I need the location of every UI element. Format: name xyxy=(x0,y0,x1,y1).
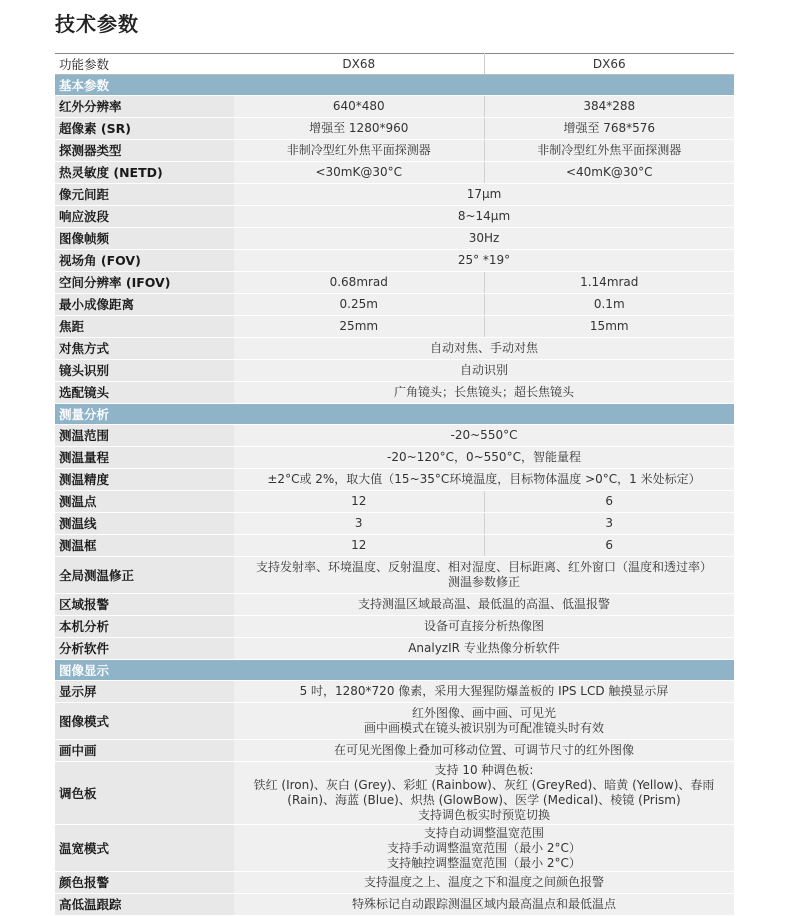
row-value: ±2°C或 2%，取大值（15~35°C环境温度，目标物体温度 >0°C，1 米处标定） xyxy=(234,469,734,491)
row-label: 选配镜头 xyxy=(55,382,234,404)
row-value: 25° *19° xyxy=(234,250,734,272)
row-value-dx68: 增强至 1280*960 xyxy=(234,118,484,140)
row-label: 红外分辨率 xyxy=(55,96,234,118)
row-label: 响应波段 xyxy=(55,206,234,228)
table-row xyxy=(55,425,734,447)
table-row xyxy=(55,638,734,660)
row-value: 特殊标记自动跟踪测温区域内最高温点和最低温点 xyxy=(234,894,734,916)
row-value-line: 红外图像、画中画、可见光 xyxy=(411,706,556,720)
row-label: 像元间距 xyxy=(55,184,234,206)
row-label: 本机分析 xyxy=(55,616,234,638)
spec-table xyxy=(55,53,734,916)
row-value-line: 支持手动调整温宽范围（最小 2°C） xyxy=(387,840,581,855)
table-header-row xyxy=(55,54,734,75)
row-value-dx68: 0.25m xyxy=(234,294,484,316)
section-basic xyxy=(55,75,734,96)
table-row xyxy=(55,491,734,513)
row-label: 镜头识别 xyxy=(55,360,234,382)
row-label: 图像帧频 xyxy=(55,228,234,250)
table-row xyxy=(55,594,734,616)
table-row xyxy=(55,228,734,250)
row-label: 对焦方式 xyxy=(55,338,234,360)
row-value xyxy=(234,762,734,825)
row-label: 测温量程 xyxy=(55,447,234,469)
table-row xyxy=(55,140,734,162)
table-row xyxy=(55,703,734,740)
table-row xyxy=(55,360,734,382)
row-label: 全局测温修正 xyxy=(55,557,234,594)
row-value-dx68: <30mK@30°C xyxy=(234,162,484,184)
row-label: 探测器类型 xyxy=(55,140,234,162)
table-row xyxy=(55,894,734,916)
table-row xyxy=(55,162,734,184)
table-row xyxy=(55,184,734,206)
table-row xyxy=(55,762,734,825)
row-value: 17μm xyxy=(234,184,734,206)
table-row xyxy=(55,616,734,638)
row-value-dx68: 25mm xyxy=(234,316,484,338)
table-row xyxy=(55,825,734,872)
row-value-dx66: 15mm xyxy=(484,316,734,338)
row-label: 温宽模式 xyxy=(55,825,234,872)
row-label: 分析软件 xyxy=(55,638,234,660)
row-value-dx66: 0.1m xyxy=(484,294,734,316)
row-value: AnalyzIR 专业热像分析软件 xyxy=(234,638,734,660)
row-value-line: (Rain)、海蓝 (Blue)、炽热 (GlowBow)、医学 (Medical)、棱镜 (Prism) xyxy=(287,793,681,807)
row-value-line: 支持调色板实时预览切换 xyxy=(417,808,550,822)
row-value xyxy=(234,557,734,594)
row-value: 30Hz xyxy=(234,228,734,250)
row-label: 高低温跟踪 xyxy=(55,894,234,916)
row-label: 测温点 xyxy=(55,491,234,513)
row-value: 5 吋，1280*720 像素，采用大猩猩防爆盖板的 IPS LCD 触摸显示屏 xyxy=(234,681,734,703)
row-value: 设备可直接分析热像图 xyxy=(234,616,734,638)
table-row xyxy=(55,681,734,703)
row-value xyxy=(234,825,734,872)
table-row xyxy=(55,447,734,469)
table-row xyxy=(55,513,734,535)
row-value: -20~120°C，0~550°C，智能量程 xyxy=(234,447,734,469)
row-label: 显示屏 xyxy=(55,681,234,703)
row-value-line: 支持触控调整温宽范围（最小 2°C） xyxy=(387,855,581,870)
section-display xyxy=(55,660,734,681)
row-label: 最小成像距离 xyxy=(55,294,234,316)
table-row xyxy=(55,740,734,762)
row-value-dx66: 非制冷型红外焦平面探测器 xyxy=(484,140,734,162)
row-value-dx68: 12 xyxy=(234,491,484,513)
row-label: 测温线 xyxy=(55,513,234,535)
row-value-dx68: 3 xyxy=(234,513,484,535)
row-value-line: 支持自动调整温宽范围 xyxy=(423,825,544,840)
row-value-dx68: 640*480 xyxy=(234,96,484,118)
table-row xyxy=(55,338,734,360)
row-value-dx66: 3 xyxy=(484,513,734,535)
row-value-dx66: 384*288 xyxy=(484,96,734,118)
row-value-dx66: 1.14mrad xyxy=(484,272,734,294)
row-value-dx66: <40mK@30°C xyxy=(484,162,734,184)
page-title: 技术参数 xyxy=(55,12,139,36)
table-row xyxy=(55,250,734,272)
row-value-line: 支持发射率、环境温度、反射温度、相对湿度、目标距离、红外窗口（温度和透过率） xyxy=(255,560,712,574)
row-value: 在可见光图像上叠加可移动位置、可调节尺寸的红外图像 xyxy=(234,740,734,762)
header-model-dx66: DX66 xyxy=(484,54,734,75)
row-label: 测温框 xyxy=(55,535,234,557)
row-label: 热灵敏度 (NETD) xyxy=(55,162,234,184)
row-value-dx66: 6 xyxy=(484,491,734,513)
row-label: 颜色报警 xyxy=(55,872,234,894)
row-label: 空间分辨率 (IFOV) xyxy=(55,272,234,294)
section-measure xyxy=(55,404,734,425)
row-value xyxy=(234,703,734,740)
table-row xyxy=(55,294,734,316)
row-value: 自动识别 xyxy=(234,360,734,382)
row-value-line: 画中画模式在镜头被识别为可配准镜头时有效 xyxy=(363,721,604,735)
row-value: 支持温度之上、温度之下和温度之间颜色报警 xyxy=(234,872,734,894)
table-row xyxy=(55,382,734,404)
row-value: 8~14μm xyxy=(234,206,734,228)
table-row xyxy=(55,272,734,294)
row-value-line: 测温参数修正 xyxy=(447,575,520,589)
row-value-dx68: 非制冷型红外焦平面探测器 xyxy=(234,140,484,162)
table-row xyxy=(55,206,734,228)
row-label: 测温范围 xyxy=(55,425,234,447)
row-value: 支持测温区域最高温、最低温的高温、低温报警 xyxy=(234,594,734,616)
row-label: 焦距 xyxy=(55,316,234,338)
row-value-line: 铁红 (Iron)、灰白 (Grey)、彩虹 (Rainbow)、灰红 (GreyRed)、暗黄 (Yellow)、春雨 xyxy=(253,778,715,792)
row-label: 测温精度 xyxy=(55,469,234,491)
row-label: 画中画 xyxy=(55,740,234,762)
section-title: 基本参数 xyxy=(55,75,734,96)
row-label: 区域报警 xyxy=(55,594,234,616)
table-row xyxy=(55,118,734,140)
table-row xyxy=(55,96,734,118)
header-model-dx68: DX68 xyxy=(234,54,484,75)
row-value: 自动对焦、手动对焦 xyxy=(234,338,734,360)
row-label: 超像素 (SR) xyxy=(55,118,234,140)
row-value-dx68: 12 xyxy=(234,535,484,557)
table-row xyxy=(55,316,734,338)
row-label: 调色板 xyxy=(55,762,234,825)
row-value-dx66: 增强至 768*576 xyxy=(484,118,734,140)
row-label: 图像模式 xyxy=(55,703,234,740)
table-row xyxy=(55,557,734,594)
table-row xyxy=(55,872,734,894)
header-label: 功能参数 xyxy=(55,54,234,75)
section-title: 测量分析 xyxy=(55,404,734,425)
row-value: -20~550°C xyxy=(234,425,734,447)
row-label: 视场角 (FOV) xyxy=(55,250,234,272)
row-value-dx68: 0.68mrad xyxy=(234,272,484,294)
row-value-line: 支持 10 种调色板: xyxy=(434,763,534,777)
table-row xyxy=(55,535,734,557)
row-value: 广角镜头；长焦镜头；超长焦镜头 xyxy=(234,382,734,404)
table-row xyxy=(55,469,734,491)
section-title: 图像显示 xyxy=(55,660,734,681)
row-value-dx66: 6 xyxy=(484,535,734,557)
